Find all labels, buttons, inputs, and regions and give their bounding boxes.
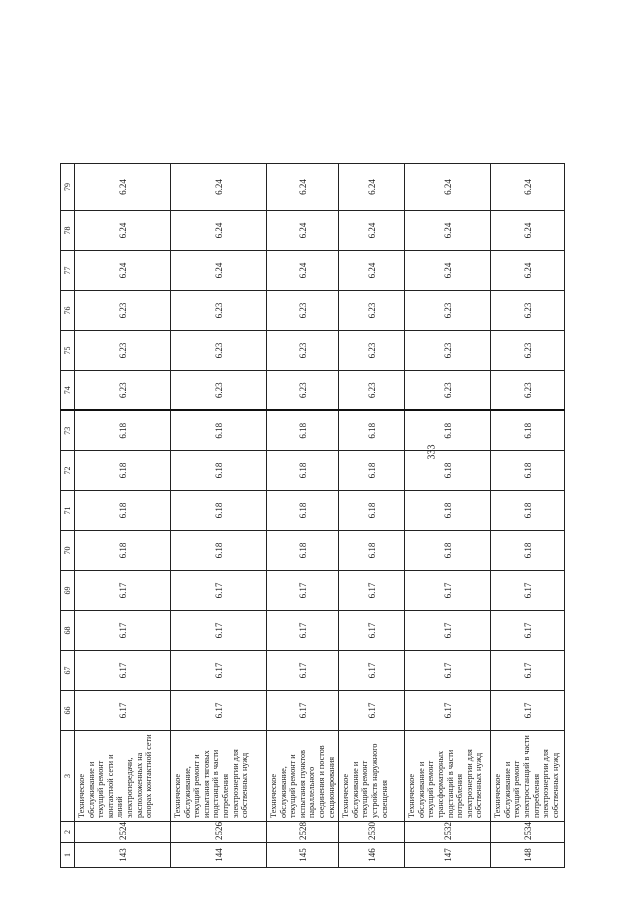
value-cell: 6.18: [75, 491, 171, 531]
value-cell: 6.23: [171, 371, 267, 411]
value-cell: 6.24: [491, 251, 565, 291]
value-cell: 6.23: [75, 291, 171, 331]
value-cell: 6.24: [267, 211, 339, 251]
value-cell: 6.18: [405, 531, 491, 571]
column-header: 78: [61, 211, 75, 251]
value-cell: 6.17: [171, 691, 267, 731]
value-cell: 6.23: [75, 331, 171, 371]
value-cell: 6.18: [267, 531, 339, 571]
row-description: Техническое обслуживание и текущий ремонт устройств наружного освещения: [339, 731, 405, 822]
row-description: Техническое обслуживание, текущий ремонт и испытания тяговых подстанций в части потребления электроэнергии для собственных нужд: [171, 731, 267, 822]
row-description: Техническое обслуживание и текущий ремонт контактной сети и линий электропередачи, расположенных на опорах контактной сети: [75, 731, 171, 822]
value-cell: 6.18: [171, 531, 267, 571]
value-cell: 6.17: [405, 691, 491, 731]
value-cell: 6.18: [171, 491, 267, 531]
value-cell: 6.18: [491, 531, 565, 571]
value-cell: 6.17: [267, 691, 339, 731]
value-cell: 6.18: [267, 451, 339, 491]
value-cell: 6.18: [171, 411, 267, 451]
value-cell: 6.23: [339, 371, 405, 411]
rotated-table-frame: [60, 164, 560, 868]
row-number: 143: [75, 843, 171, 868]
column-header: 73: [61, 411, 75, 451]
value-cell: 6.24: [405, 251, 491, 291]
value-cell: 6.17: [491, 611, 565, 651]
value-cell: 6.23: [267, 291, 339, 331]
value-cell: 6.18: [75, 411, 171, 451]
value-cell: 6.17: [491, 691, 565, 731]
row-code: 2534: [491, 822, 565, 843]
table-container: [60, 164, 560, 868]
value-cell: 6.17: [171, 571, 267, 611]
column-header: 79: [61, 164, 75, 211]
value-cell: 6.23: [171, 331, 267, 371]
value-cell: 6.18: [171, 451, 267, 491]
column-header: 1: [61, 843, 75, 868]
value-cell: 6.23: [491, 371, 565, 411]
value-cell: 6.18: [339, 411, 405, 451]
column-header: 67: [61, 651, 75, 691]
value-cell: 6.18: [75, 451, 171, 491]
value-cell: 6.18: [339, 451, 405, 491]
column-header: 72: [61, 451, 75, 491]
value-cell: 6.24: [171, 164, 267, 211]
value-cell: 6.17: [267, 611, 339, 651]
column-header: 66: [61, 691, 75, 731]
value-cell: 6.17: [75, 651, 171, 691]
value-cell: 6.23: [405, 371, 491, 411]
value-cell: 6.17: [75, 611, 171, 651]
value-cell: 6.23: [339, 291, 405, 331]
value-cell: 6.24: [75, 211, 171, 251]
table-row: [491, 164, 565, 868]
value-cell: 6.24: [339, 211, 405, 251]
table-row: [267, 164, 339, 868]
column-header: 2: [61, 822, 75, 843]
value-cell: 6.24: [405, 164, 491, 211]
value-cell: 6.23: [405, 291, 491, 331]
row-number: 144: [171, 843, 267, 868]
value-cell: 6.18: [405, 491, 491, 531]
value-cell: 6.17: [405, 611, 491, 651]
table-row: [75, 164, 171, 868]
row-number: 148: [491, 843, 565, 868]
value-cell: 6.23: [75, 371, 171, 411]
row-description: Техническое обслуживание и текущий ремонт электростанций в части потребления электроэнергии для собственных нужд: [491, 731, 565, 822]
value-cell: 6.23: [171, 291, 267, 331]
value-cell: 6.24: [339, 164, 405, 211]
column-header: 69: [61, 571, 75, 611]
row-number: 147: [405, 843, 491, 868]
value-cell: 6.23: [267, 331, 339, 371]
column-header: 71: [61, 491, 75, 531]
value-cell: 6.24: [491, 211, 565, 251]
row-number: 146: [339, 843, 405, 868]
value-cell: 6.17: [491, 651, 565, 691]
value-cell: 6.18: [405, 411, 491, 451]
value-cell: 6.17: [267, 651, 339, 691]
value-cell: 6.24: [75, 251, 171, 291]
row-number: 145: [267, 843, 339, 868]
column-header: 70: [61, 531, 75, 571]
row-code: 2528: [267, 822, 339, 843]
tariff-table: [60, 163, 565, 868]
row-code: 2526: [171, 822, 267, 843]
value-cell: 6.17: [405, 571, 491, 611]
value-cell: 6.18: [75, 531, 171, 571]
column-header: 74: [61, 371, 75, 411]
value-cell: 6.17: [339, 691, 405, 731]
value-cell: 6.24: [339, 251, 405, 291]
column-header: 77: [61, 251, 75, 291]
value-cell: 6.17: [339, 651, 405, 691]
value-cell: 6.17: [405, 651, 491, 691]
value-cell: 6.17: [75, 571, 171, 611]
value-cell: 6.23: [405, 331, 491, 371]
value-cell: 6.18: [339, 531, 405, 571]
column-header: 68: [61, 611, 75, 651]
value-cell: 6.24: [171, 251, 267, 291]
table-row: [339, 164, 405, 868]
value-cell: 6.24: [171, 211, 267, 251]
value-cell: 6.24: [267, 164, 339, 211]
row-code: 2530: [339, 822, 405, 843]
value-cell: 6.17: [75, 691, 171, 731]
value-cell: 6.18: [491, 491, 565, 531]
table-row: [405, 164, 491, 868]
value-cell: 6.18: [339, 491, 405, 531]
value-cell: 6.17: [339, 611, 405, 651]
value-cell: 6.23: [491, 291, 565, 331]
value-cell: 6.23: [267, 371, 339, 411]
value-cell: 6.17: [267, 571, 339, 611]
value-cell: 6.23: [491, 331, 565, 371]
value-cell: 6.18: [267, 491, 339, 531]
value-cell: 6.23: [339, 331, 405, 371]
header-row: [61, 164, 75, 868]
value-cell: 6.17: [171, 611, 267, 651]
row-description: Техническое обслуживание и текущий ремонт трансформаторных подстанций в части потребления электроэнергии для собственных нужд: [405, 731, 491, 822]
page-number: 333: [426, 444, 438, 460]
column-header: 3: [61, 731, 75, 822]
value-cell: 6.17: [339, 571, 405, 611]
value-cell: 6.18: [405, 451, 491, 491]
column-header: 75: [61, 331, 75, 371]
value-cell: 6.17: [491, 571, 565, 611]
value-cell: 6.24: [405, 211, 491, 251]
row-code: 2532: [405, 822, 491, 843]
value-cell: 6.24: [491, 164, 565, 211]
value-cell: 6.17: [171, 651, 267, 691]
value-cell: 6.18: [491, 411, 565, 451]
row-description: Техническое обслуживание, текущий ремонт и испытания пунктов параллельного соединения и постов секционирования: [267, 731, 339, 822]
value-cell: 6.24: [267, 251, 339, 291]
table-row: [171, 164, 267, 868]
column-header: 76: [61, 291, 75, 331]
value-cell: 6.18: [491, 451, 565, 491]
value-cell: 6.24: [75, 164, 171, 211]
row-code: 2524: [75, 822, 171, 843]
value-cell: 6.18: [267, 411, 339, 451]
